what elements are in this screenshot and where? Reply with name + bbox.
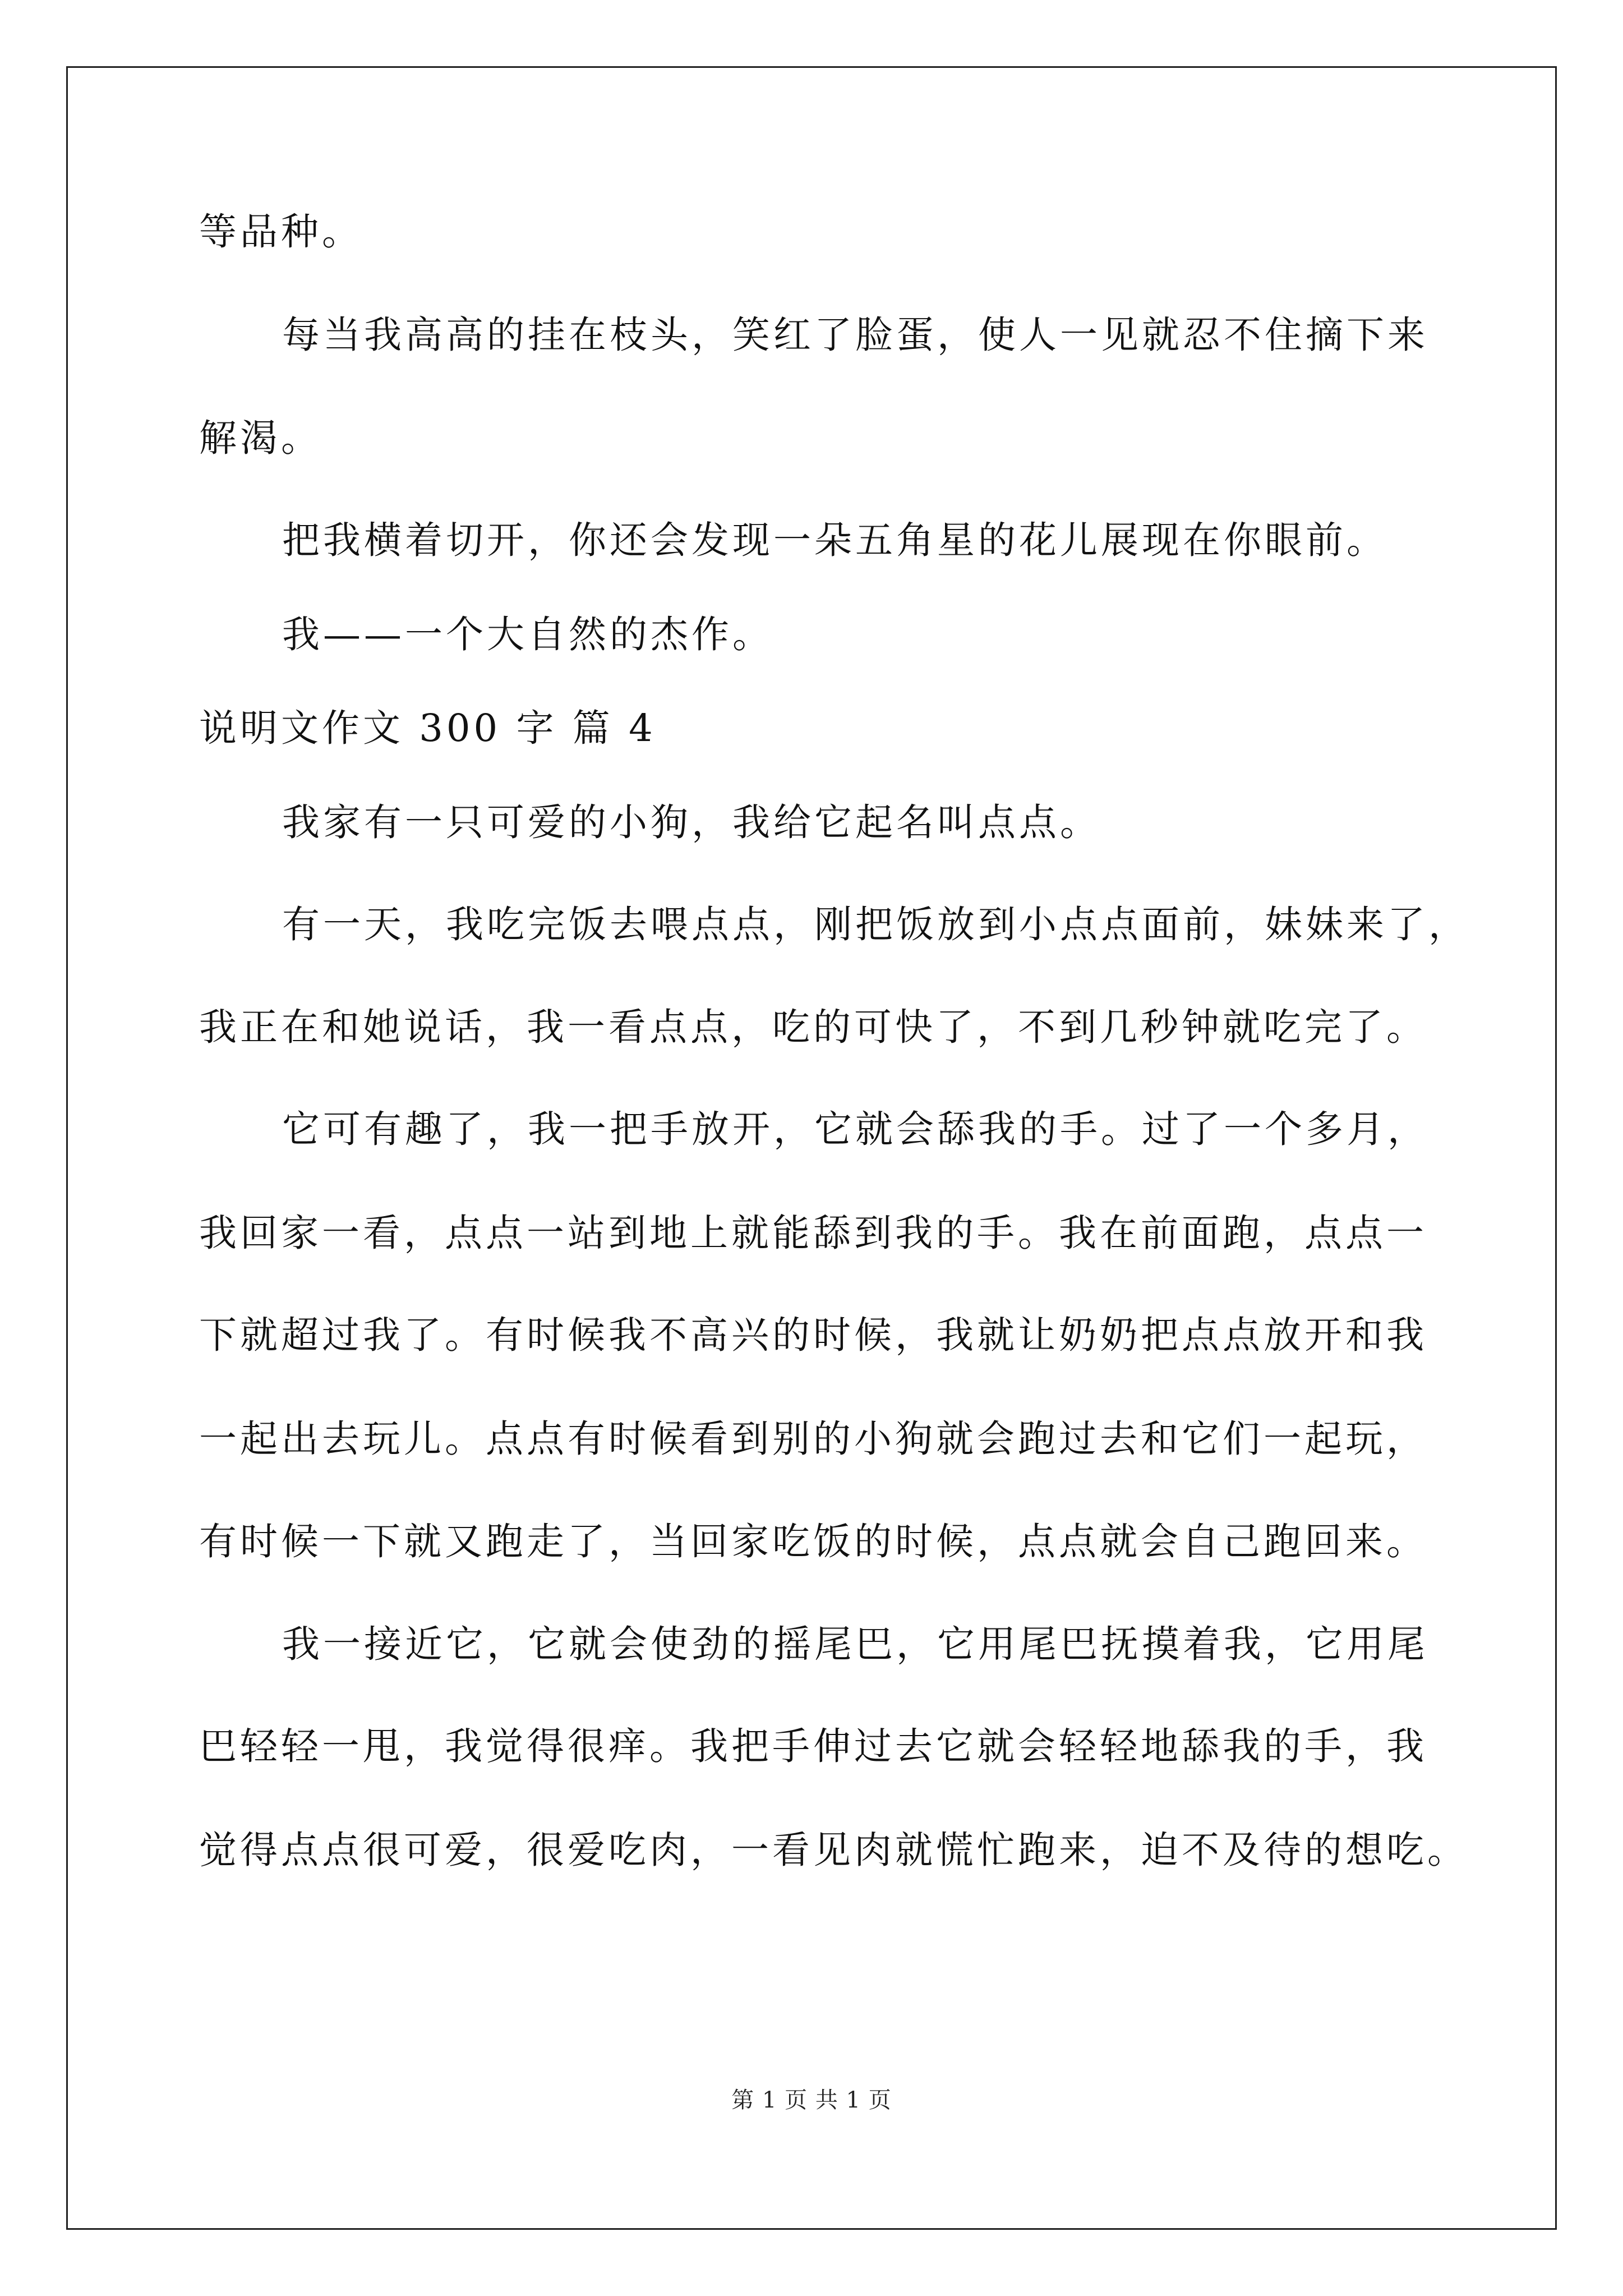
- text-line: 有时候一下就又跑走了，当回家吃饭的时候，点点就会自己跑回来。: [199, 1520, 1427, 1563]
- text-line: 把我横着切开，你还会发现一朵五角星的花儿展现在你眼前。: [282, 518, 1387, 562]
- text-line: 我正在和她说话，我一看点点，吃的可快了，不到几秒钟就吃完了。: [199, 1005, 1427, 1049]
- text-line: 我一接近它，它就会使劲的摇尾巴，它用尾巴抚摸着我，它用尾: [282, 1622, 1428, 1666]
- text-line: 解渴。: [199, 416, 322, 460]
- text-line: 觉得点点很可爱，很爱吃肉，一看见肉就慌忙跑来，迫不及待的想吃。: [199, 1828, 1468, 1872]
- text-line: 每当我高高的挂在枝头，笑红了脸蛋，使人一见就忍不住摘下来: [282, 313, 1428, 357]
- text-line: 下就超过我了。有时候我不高兴的时候，我就让奶奶把点点放开和我: [199, 1313, 1427, 1357]
- text-line: 我回家一看，点点一站到地上就能舔到我的手。我在前面跑，点点一: [199, 1211, 1427, 1255]
- text-line: 有一天，我吃完饭去喂点点，刚把饭放到小点点面前，妹妹来了，: [282, 903, 1469, 946]
- text-line: 一起出去玩儿。点点有时候看到别的小狗就会跑过去和它们一起玩，: [199, 1417, 1427, 1461]
- text-line: 我家有一只可爱的小狗，我给它起名叫点点。: [282, 800, 1101, 844]
- text-line: 我——一个大自然的杰作。: [282, 613, 773, 656]
- section-heading: 说明文作文 300 字 篇 4: [199, 706, 656, 750]
- text-line: 它可有趣了，我一把手放开，它就会舔我的手。过了一个多月，: [282, 1107, 1428, 1151]
- text-line: 等品种。: [199, 210, 363, 254]
- page-number-footer: 第 1 页 共 1 页: [731, 2087, 892, 2113]
- text-line: 巴轻轻一甩，我觉得很痒。我把手伸过去它就会轻轻地舔我的手，我: [199, 1724, 1427, 1768]
